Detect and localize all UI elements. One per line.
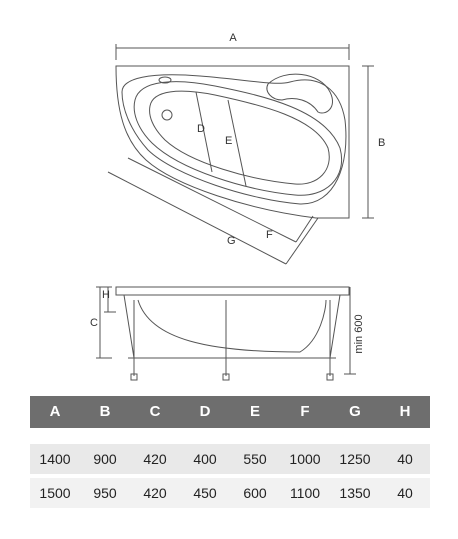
header-cell: C [149, 403, 161, 420]
label-d: D [197, 123, 205, 135]
table-cell: 1350 [339, 485, 371, 501]
table-cell: 40 [397, 451, 413, 467]
table-cell: 900 [93, 451, 117, 467]
table-cell: 1100 [289, 485, 321, 501]
table-cell: 400 [193, 451, 217, 467]
dimension-table-header [30, 396, 430, 428]
label-a: A [229, 32, 237, 44]
table-cell: 950 [93, 485, 117, 501]
header-cell: B [99, 403, 111, 420]
header-cell: F [300, 403, 310, 420]
tub-rim-side [116, 287, 349, 295]
header-cell: G [349, 403, 361, 420]
table-cell: 1250 [339, 451, 371, 467]
label-h: H [102, 289, 110, 301]
header-cell: H [399, 403, 411, 420]
label-c: C [90, 317, 98, 329]
table-cell: 1500 [39, 485, 71, 501]
drain-circle [162, 110, 172, 120]
label-g: G [227, 235, 236, 247]
tub-bowl-side [138, 300, 326, 352]
table-row [30, 478, 430, 508]
table-cell: 450 [193, 485, 217, 501]
table-cell: 550 [243, 451, 267, 467]
table-cell: 1000 [289, 451, 321, 467]
label-b: B [378, 137, 386, 149]
table-row [30, 444, 430, 474]
table-cell: 40 [397, 485, 413, 501]
label-e: E [225, 135, 233, 147]
tub-bowl-outer [134, 82, 341, 196]
tub-bowl-inner [150, 91, 330, 184]
table-cell: 1400 [39, 451, 71, 467]
label-f: F [266, 229, 273, 241]
table-cell: 600 [243, 485, 267, 501]
header-cell: D [199, 403, 211, 420]
header-cell: A [49, 403, 61, 420]
tub-rim-contour [122, 75, 346, 204]
table-cell: 420 [143, 485, 167, 501]
label-min-height: min 600 [353, 314, 365, 354]
table-cell: 420 [143, 451, 167, 467]
header-cell: E [249, 403, 260, 420]
